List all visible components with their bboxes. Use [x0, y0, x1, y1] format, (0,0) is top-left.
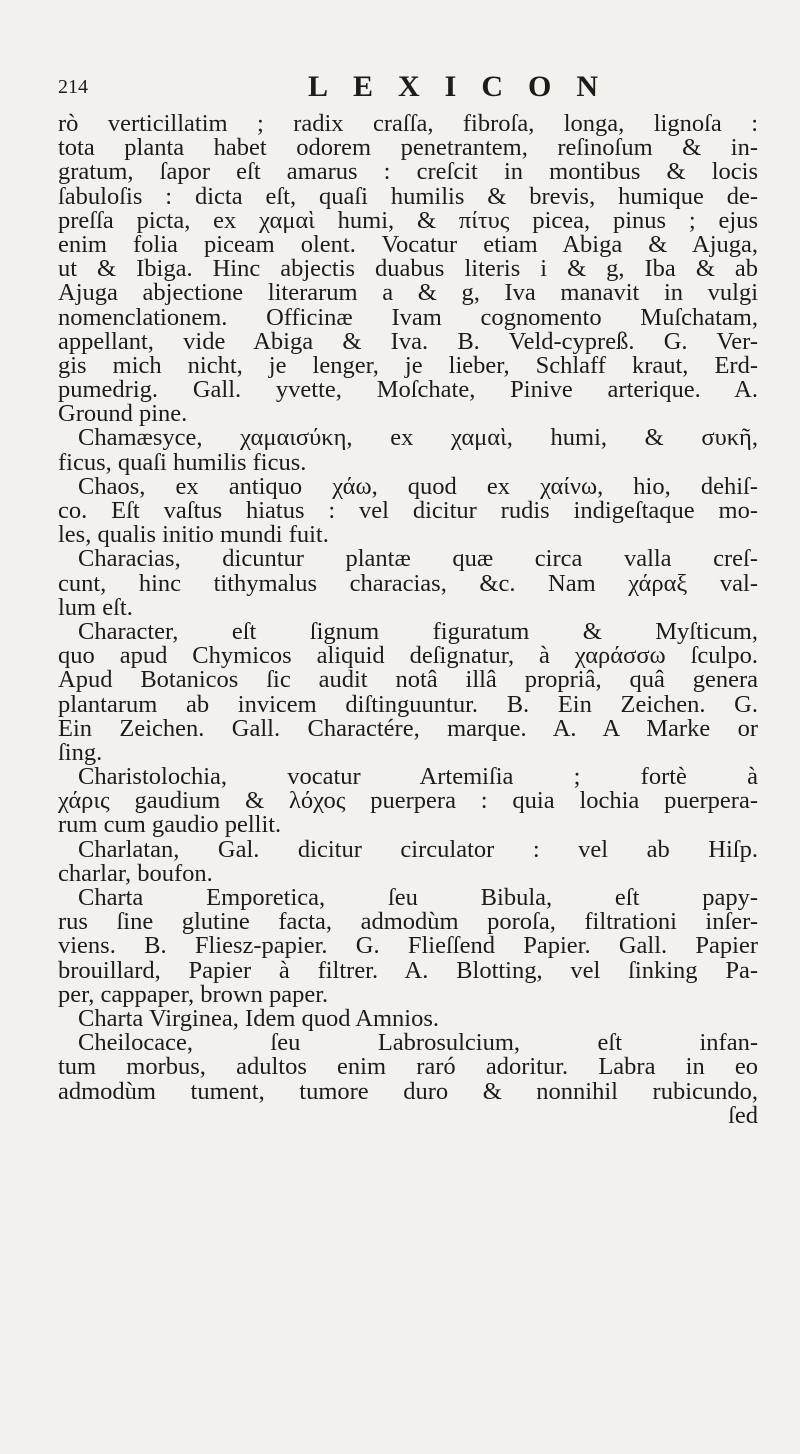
text-line: tum morbus, adultos enim raró adoritur. Labra in eo [58, 1053, 758, 1081]
text-line: gis mich nicht, je lenger, je lieber, Schlaff kraut, Erd- [58, 351, 758, 379]
text-line: tota planta habet odorem penetrantem, reſinoſum & in- [58, 134, 758, 162]
entry-chaos: Chaos, ex antiquo χάω, quod ex χαίνω, hio, dehiſ- [78, 472, 758, 500]
text-line: ficus, quaſi humilis ficus. [58, 448, 307, 476]
page-header [58, 70, 758, 106]
text-line: viens. B. Fliesz-papier. G. Flieſſend Papier. Gall. Papier [58, 932, 758, 960]
text-line: nomenclationem. Officinæ Ivam cognomento Muſchatam, [58, 303, 758, 331]
text-line: brouillard, Papier à filtrer. A. Blotting, vel ſinking Pa- [58, 956, 758, 984]
text-line: co. Eſt vaſtus hiatus : vel dicitur rudis indigeſtaque mo- [58, 497, 758, 524]
text-line: ſabuloſis : dicta eſt, quaſi humilis & brevis, humique de- [58, 182, 758, 210]
text-line: rum cum gaudio pellit. [58, 811, 282, 839]
text-line: charlar, boufon. [58, 859, 213, 887]
text-line: les, qualis initio mundi fuit. [58, 521, 329, 549]
text-line: cunt, hinc tithymalus characias, &c. Nam χάραξ val- [58, 569, 758, 597]
page-number: 214 [58, 76, 88, 98]
entry-character: Character, eſt ſignum figuratum & Myſticum, [78, 617, 758, 645]
text-line: Ein Zeichen. Gall. Charactére, marque. A. A Marke or [58, 714, 758, 742]
text-line: ſing. [58, 738, 103, 766]
text-line: enim folia piceam olent. Vocatur etiam Abiga & Ajuga, [58, 230, 758, 258]
lexicon-text [58, 112, 758, 1128]
text-line: lum eſt. [58, 593, 133, 621]
entry-chamaesyce: Chamæsyce, χαμαισύκη, ex χαμαὶ, humi, & συκῆ, [78, 424, 758, 452]
text-line: quo apud Chymicos aliquid deſignatur, à χαράσσω ſculpo. [58, 642, 758, 670]
text-line: Apud Botanicos ſic audit notâ illâ propriâ, quâ genera [58, 666, 758, 694]
entry-charta-emporetica: Charta Emporetica, ſeu Bibula, eſt papy- [78, 884, 758, 911]
entry-charlatan: Charlatan, Gal. dicitur circulator : vel ab Hiſp. [78, 835, 758, 863]
text-line: plantarum ab invicem diſtinguuntur. B. Ein Zeichen. G. [58, 690, 758, 718]
text-line: preſſa picta, ex χαμαὶ humi, & πίτυς picea, pinus ; ejus [58, 206, 758, 234]
entry-cheilocace: Cheilocace, ſeu Labrosulcium, eſt infan- [78, 1029, 758, 1057]
text-line: ut & Ibiga. Hinc abjectis duabus literis i & g, Iba & ab [58, 255, 758, 283]
text-line: rò verticillatim ; radix craſſa, fibroſa, longa, lignoſa : [58, 110, 758, 137]
text-line: admodùm tument, tumore duro & nonnihil rubicundo, [58, 1077, 758, 1105]
text-line: appellant, vide Abiga & Iva. B. Veld-cypreß. G. Ver- [58, 327, 758, 355]
entry-charistolochia: Charistolochia, vocatur Artemiſia ; fortè à [78, 763, 758, 791]
text-line: Ajuga abjectione literarum a & g, Iva manavit in vulgi [58, 279, 758, 307]
entry-charta-virginea: Charta Virginea, Idem quod Amnios. [78, 1004, 439, 1032]
text-line: gratum, ſapor eſt amarus : creſcit in montibus & locis [58, 158, 758, 186]
text-line: pumedrig. Gall. yvette, Moſchate, Pinive arterique. A. [58, 376, 758, 404]
text-line: χάρις gaudium & λόχος puerpera : quia lochia puerpera- [58, 787, 758, 815]
text-line: Ground pine. [58, 400, 188, 428]
text-line: rus ſine glutine facta, admodùm poroſa, filtrationi inſer- [58, 908, 758, 936]
running-head: LEXICON [308, 70, 624, 103]
text-line: per, cappaper, brown paper. [58, 980, 329, 1008]
entry-characias: Characias, dicuntur plantæ quæ circa valla creſ- [78, 545, 758, 573]
catchword: ſed [728, 1101, 758, 1129]
